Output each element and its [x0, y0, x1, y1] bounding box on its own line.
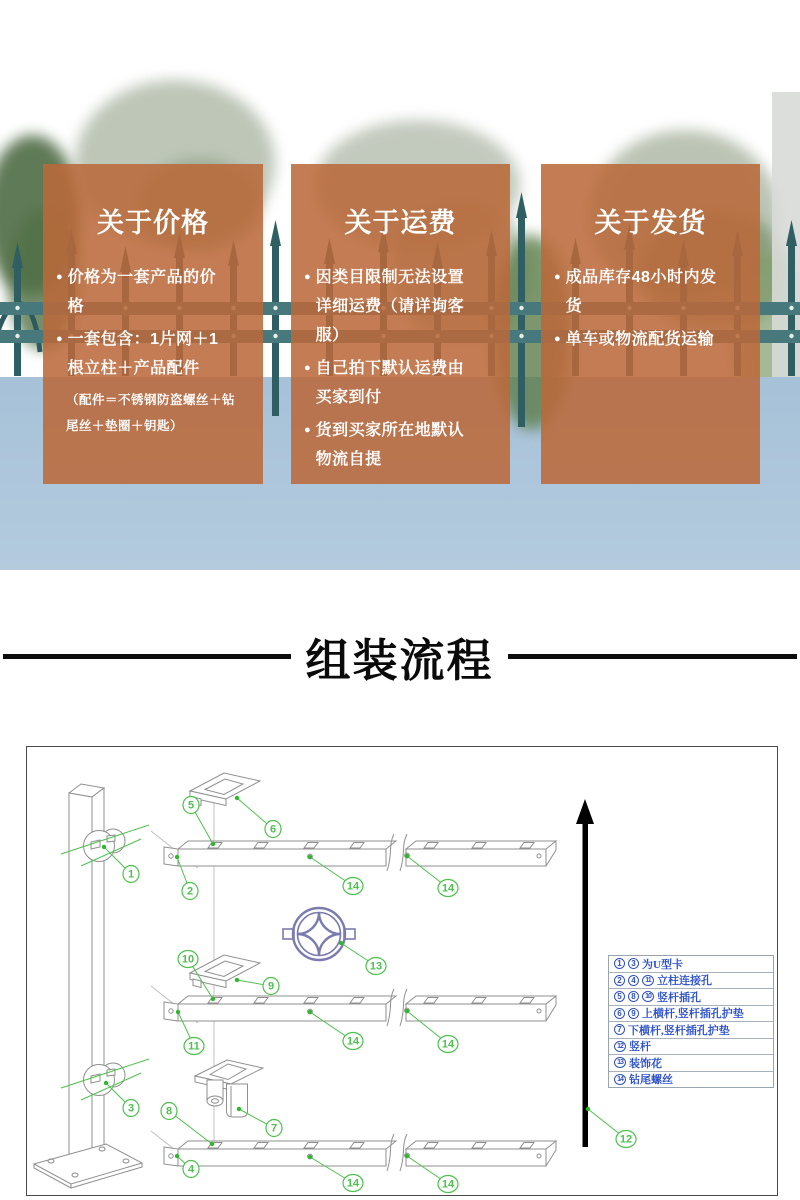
flower-ornament-graphic: [283, 908, 355, 960]
svg-text:14: 14: [441, 882, 455, 895]
card-title: 关于运费: [344, 208, 457, 238]
legend-number: 5: [614, 991, 625, 1002]
legend-number: 2: [614, 975, 625, 986]
divider-line-right: [508, 654, 797, 659]
legend-table: [608, 955, 774, 1088]
card-body: [554, 263, 748, 354]
card-bullet: ● 一套包含：1片网＋1根立柱＋产品配件: [56, 331, 219, 377]
svg-text:14: 14: [346, 1177, 360, 1190]
svg-text:2: 2: [186, 885, 194, 898]
svg-text:14: 14: [346, 1035, 360, 1048]
info-card-shipping: [291, 164, 510, 484]
legend-number: 8: [628, 991, 639, 1002]
card-bullet: ● 价格为一套产品的价格: [56, 269, 217, 315]
svg-text:11: 11: [188, 1040, 200, 1053]
insert-pad-graphic: [190, 773, 260, 806]
legend-number: 12: [614, 1041, 626, 1052]
legend-row: [609, 988, 773, 1005]
section-divider: [0, 628, 800, 684]
legend-row: [609, 956, 773, 972]
hero-photo-section: [0, 0, 800, 570]
svg-text:12: 12: [619, 1133, 633, 1146]
legend-row: [609, 1054, 773, 1071]
legend-number: 6: [614, 1008, 625, 1019]
legend-number: 13: [614, 1057, 626, 1068]
info-card-price: [43, 164, 263, 484]
divider-line-left: [3, 654, 291, 659]
legend-number: 11: [642, 975, 654, 986]
svg-text:8: 8: [165, 1105, 173, 1118]
svg-text:14: 14: [441, 1178, 455, 1191]
legend-label: 装饰花: [629, 1057, 662, 1070]
legend-label: 竖杆插孔: [657, 991, 701, 1004]
svg-text:10: 10: [181, 953, 195, 966]
card-bullet: ● 单车或物流配货运输: [554, 331, 715, 348]
legend-number: 3: [628, 958, 639, 969]
legend-label: 立柱连接孔: [657, 975, 712, 988]
up-arrow: [576, 799, 594, 1147]
svg-text:14: 14: [441, 1038, 455, 1051]
legend-label: 钻尾螺丝: [629, 1074, 673, 1087]
svg-text:7: 7: [270, 1122, 278, 1135]
legend-label: 下横杆,竖杆插孔护垫: [628, 1024, 730, 1037]
legend-row: [609, 1038, 773, 1055]
lower-pad-graphic: [195, 1060, 263, 1117]
assembly-diagram-box: [26, 746, 778, 1196]
card-body: [304, 263, 498, 474]
legend-label: 为U型卡: [642, 958, 683, 971]
legend-number: 9: [628, 1008, 639, 1019]
card-title: 关于发货: [594, 208, 707, 238]
svg-text:9: 9: [267, 980, 275, 993]
card-title: 关于价格: [97, 208, 209, 238]
svg-text:1: 1: [127, 868, 135, 881]
info-card-delivery: [541, 164, 760, 484]
legend-row: [609, 972, 773, 989]
card-body: [56, 263, 251, 439]
svg-text:3: 3: [127, 1102, 135, 1115]
card-bullet: ● 货到买家所在地默认物流自提: [304, 422, 465, 468]
card-bullet: ● 自己拍下默认运费由买家到付: [304, 360, 465, 406]
legend-label: 上横杆,竖杆插孔护垫: [642, 1008, 744, 1021]
svg-text:4: 4: [187, 1163, 195, 1176]
legend-row: [609, 1021, 773, 1038]
legend-number: 14: [614, 1074, 626, 1085]
section-title: 组装流程: [305, 634, 494, 686]
svg-text:14: 14: [346, 880, 360, 893]
card-bullet: ● 成品库存48小时内发货: [554, 269, 717, 315]
legend-row: [609, 1071, 773, 1088]
card-bullet: ● 因类目限制无法设置详细运费（请详询客服）: [304, 269, 465, 344]
svg-text:6: 6: [269, 823, 277, 836]
legend-row: [609, 1005, 773, 1022]
card-bullet-note: （配件＝不锈钢防盗螺丝＋钻尾丝＋垫圈＋钥匙）: [66, 393, 236, 433]
svg-text:5: 5: [187, 799, 195, 812]
legend-label: 竖杆: [629, 1041, 651, 1054]
legend-number: 10: [642, 991, 654, 1002]
legend-number: 1: [614, 958, 625, 969]
legend-number: 4: [628, 975, 639, 986]
legend-number: 7: [614, 1024, 625, 1035]
svg-text:13: 13: [369, 960, 383, 973]
